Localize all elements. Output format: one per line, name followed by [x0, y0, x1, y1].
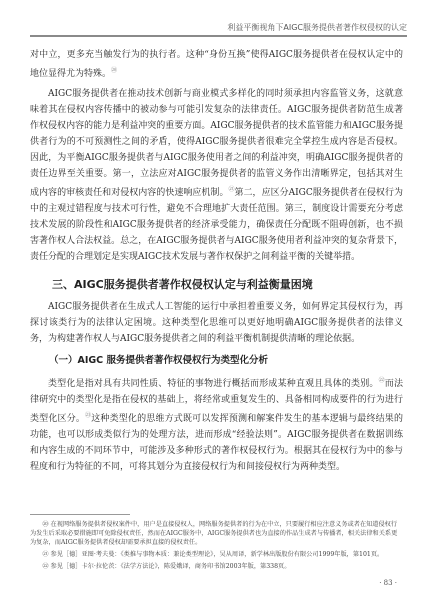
footnotes — [30, 520, 403, 574]
paragraph-continuation: 对中立，更多充当触发行为的执行者。这种“身份互换”使得AIGC服务提供者在侵权认定中的地位显得尤为特殊。⑳ — [30, 50, 403, 79]
header-rule — [30, 35, 407, 37]
footnote: ㉑ 参见［德］亚图·考夫曼：《类推与事物本质：兼论类型理论》，吴从周译，新学林出版股份有限公司1999年版，第101页。 — [42, 551, 384, 558]
running-header — [40, 22, 407, 33]
paragraph-responsibility: AIGC服务提供者在推动技术创新与商业模式多样化的同时须承担内容监管义务，这就意味着其在侵权内容传播中的被动参与可能引发复杂的法律责任。AIGC服务提供者防范生成著作权侵权内容的能力是利益冲突的重要方面。AIGC服务提供者的技术监管能力和AIGC服务提供者行为的不可预测性之间的矛盾，使得AIGC服务提供者很难完全掌控生成内容是否侵权。因此，为平衡AIGC服务提供者与AIGC服务使用者之间的利益冲突，明确AIGC服务提供者的责任边界至关重要。第一，立法应对AIGC服务提供者的监管义务作出清晰界定，包括其对生成内容的审核责任和对侵权内容的快速响应机制。$^㉑$第二，应区分AIGC服务提供者在侵权行为中的主观过错程度与技术可行性，避免不合理地扩大责任范围。第三，制度设计需要充分考虑技术发展的阶段性和AIGC服务提供者的经济承受能力，确保责任分配既不阻碍创新，也不损害著作权人合法权益。总之，在AIGC服务提供者与AIGC服务使用者利益冲突的复杂背景下，责任分配的合理划定是实现AIGC技术发展与著作权保护之间利益平衡的关键举措。 — [30, 89, 403, 262]
sub-heading: （一）AIGC 服务提供者著作权侵权行为类型化分析 — [49, 355, 268, 366]
footnote-ref[interactable]: ⑳ — [111, 67, 118, 74]
footnote-ref[interactable]: ㉒ — [378, 377, 385, 384]
running-header-title: 利益平衡视角下AIGC服务提供者著作权侵权的认定 — [227, 23, 407, 32]
footnote: ⑳ 在视网络服务提供者侵权案件中，用户是直接侵权人，网络服务提供者的行为在中立，只要履行相应注意义务或者在知道侵权行为发生后采取必要措施即可免除侵权责任，然而在AIGC服务中，AIGC服务提供者也为直接的作品生成者与传播者，相关法律和关系更为复杂，而AIGC服务提供者侵权却需要承担直接的侵权责任。 — [30, 521, 398, 546]
footnote-ref[interactable]: ㉑ — [228, 186, 235, 193]
paragraph-section-intro: AIGC服务提供者在生成式人工智能的运行中承担着重要义务，如何界定其侵权行为，再探讨该类行为的法律认定困境。这种类型化思维可以更好地明确AIGC服务提供者的法律义务，为构建著作权人与AIGC服务提供者之间的利益平衡机制提供清晰的理论依据。 — [30, 302, 403, 344]
section-heading: 三、AIGC服务提供者著作权侵权认定与利益衡量困境 — [52, 278, 313, 291]
paragraph-typology: 类型化是指对具有共同性质、特征的事物进行概括而形成某种直观且具体的类别。$^㉒$而法律研究中的类型化是指在侵权的基础上，将经常或重复发生的、具备相同构成要件的行为进行类型化区分。$^㉓$这种类型化的思维方式既可以发挥预测和解案件发生的基本逻辑与最终结果的功能，也可以形成类似行为的处理方法，进而形成“经验法则”。AIGC服务提供者在数据训练和内容生成的不同环节中，可能涉及多种形式的著作权侵权行为。根据其在侵权行为中的参与程度和行为特征的不同，可将其划分为直接侵权行为和间接侵权行为两种类型。 — [30, 377, 403, 472]
footnote-rule — [30, 514, 130, 515]
footnote: ㉒ 参见［德］卡尔·拉伦茨：《法学方法论》，陈爱娥译，商务印书馆2003年版，第338页。 — [42, 563, 291, 570]
page-number: · 83 · — [379, 579, 397, 587]
footnote-ref[interactable]: ㉓ — [85, 412, 92, 419]
main-content — [30, 47, 403, 479]
